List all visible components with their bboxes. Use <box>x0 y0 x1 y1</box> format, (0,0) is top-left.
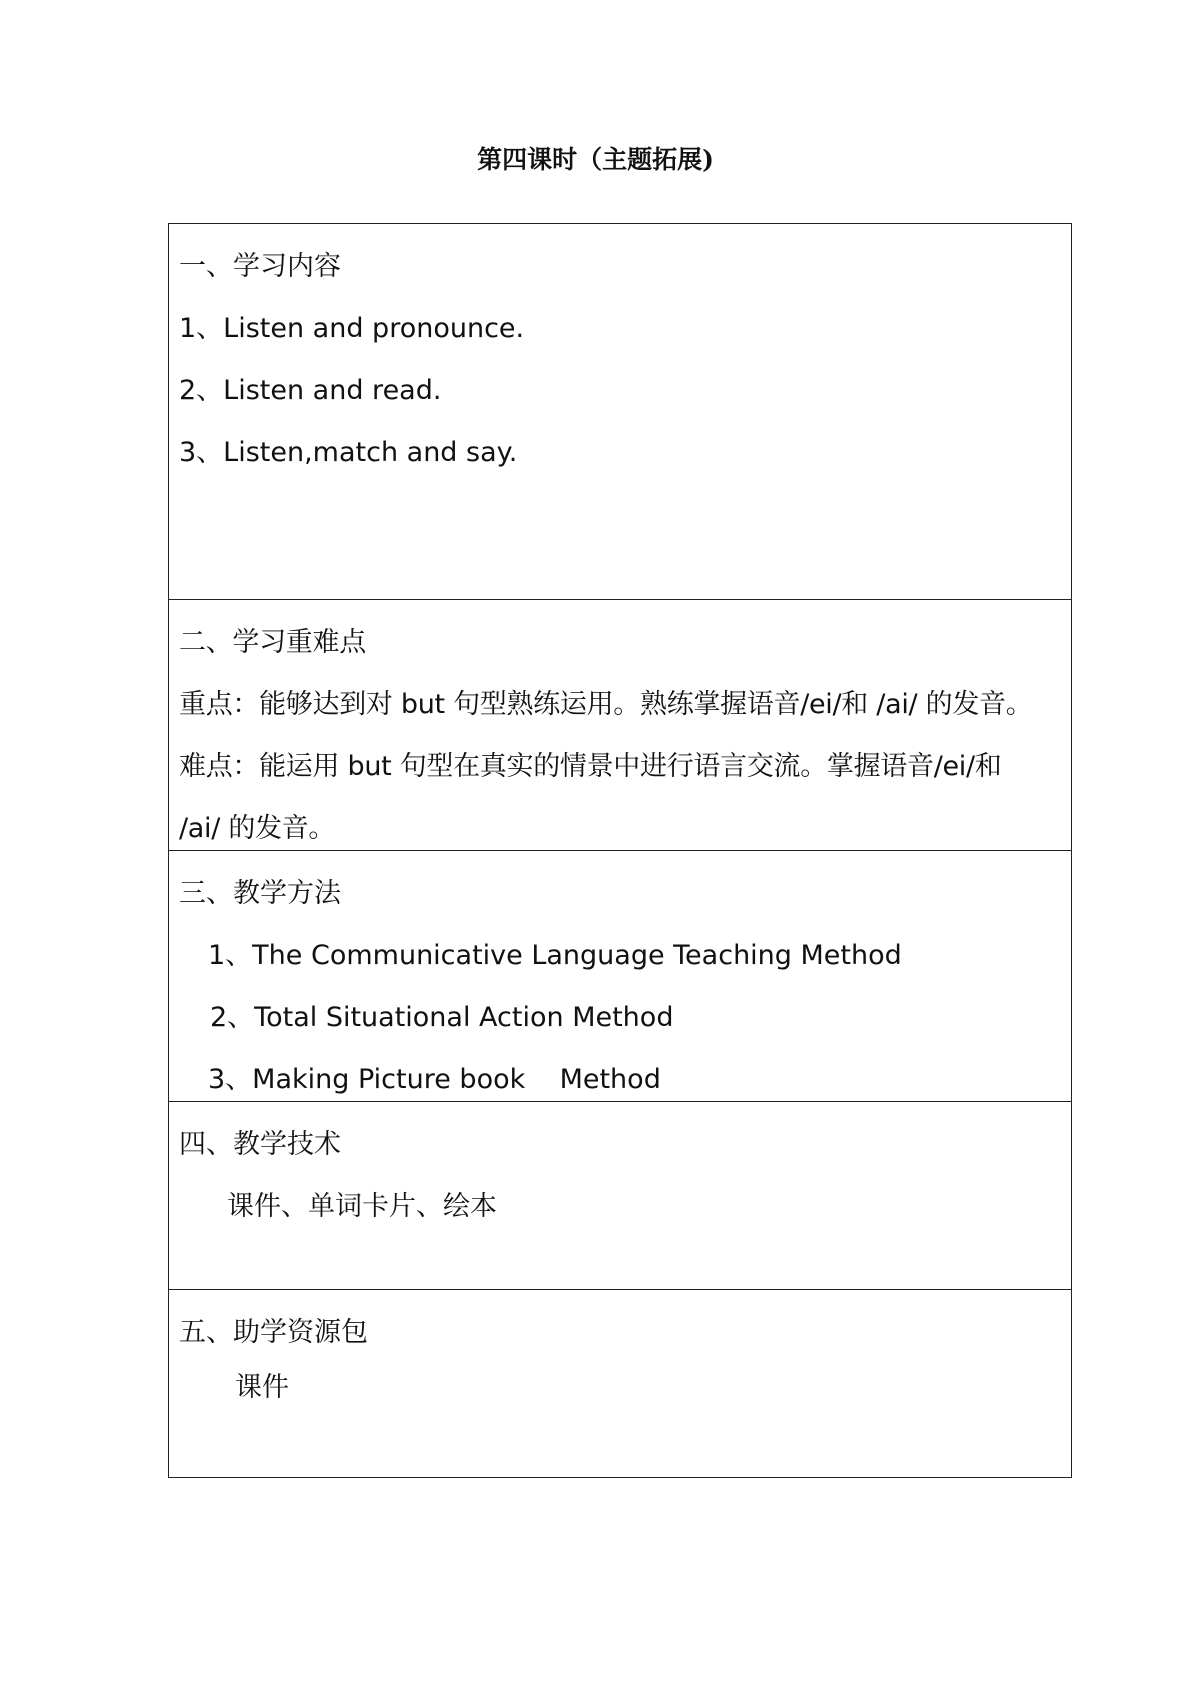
lesson-plan-table <box>168 223 1072 1478</box>
page-title: 第四课时（主题拓展) <box>477 145 714 174</box>
key-point-line: 重点：能够达到对 but 句型熟练运用。熟练掌握语音/ei/和 /ai/ 的发音。 <box>179 689 1033 720</box>
method-item: 3、Making Picture book Method <box>208 1064 661 1095</box>
content-item: 1、Listen and pronounce. <box>179 313 525 344</box>
section-resources <box>169 1289 1071 1477</box>
difficulty-line: 难点：能运用 but 句型在真实的情景中进行语言交流。掌握语音/ei/和 <box>179 751 1002 782</box>
difficulty-line: /ai/ 的发音。 <box>179 813 336 844</box>
section-key-points <box>169 599 1071 850</box>
technology-text: 课件、单词卡片、绘本 <box>227 1191 497 1222</box>
content-item: 3、Listen,match and say. <box>179 437 518 468</box>
section-teaching-methods <box>169 850 1071 1101</box>
section-heading: 五、助学资源包 <box>179 1317 368 1348</box>
resources-text: 课件 <box>235 1372 289 1403</box>
section-teaching-technology <box>169 1101 1071 1289</box>
section-heading: 一、学习内容 <box>179 251 341 282</box>
section-heading: 二、学习重难点 <box>179 627 366 658</box>
content-item: 2、Listen and read. <box>179 375 442 406</box>
section-learning-content <box>169 224 1071 599</box>
section-heading: 三、教学方法 <box>179 878 341 909</box>
method-item: 2、Total Situational Action Method <box>210 1002 674 1033</box>
section-heading: 四、教学技术 <box>179 1129 341 1160</box>
method-item: 1、The Communicative Language Teaching Method <box>208 940 902 971</box>
